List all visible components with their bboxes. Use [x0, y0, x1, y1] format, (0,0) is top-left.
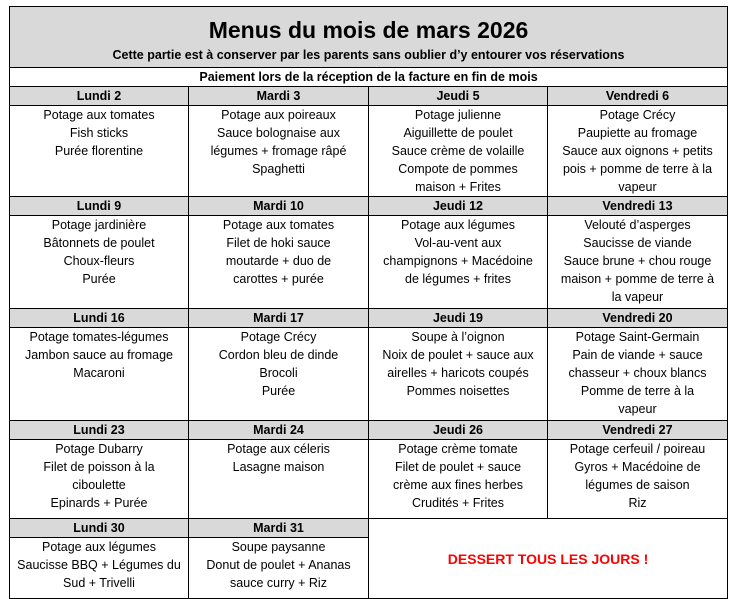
day-menu [10, 440, 189, 519]
menu-item: Potage cerfeuil / poireau [569, 442, 706, 456]
day-header: Mardi 17 [189, 309, 369, 328]
menu-item: Riz [628, 496, 647, 510]
menu-item: sauce curry + Riz [230, 576, 327, 590]
menu-item: Potage tomates-légumes [29, 330, 169, 344]
menu-item: Saucisse de viande [583, 236, 692, 250]
menu-item: ciboulette [72, 478, 126, 492]
menu-item: Filet de poisson à la [43, 460, 155, 474]
menu-item: Fish sticks [69, 126, 129, 140]
menu-item: Potage aux légumes [42, 540, 156, 554]
day-menu [10, 538, 189, 599]
day-menu [548, 106, 728, 197]
day-header: Lundi 30 [10, 519, 189, 538]
menu-item: Pain de viande + sauce [572, 348, 703, 362]
day-header: Vendredi 27 [548, 421, 728, 440]
day-menu [189, 328, 369, 421]
menu-item: Potage Dubarry [55, 442, 143, 456]
menu-item: Vol-au-vent aux [414, 236, 502, 250]
menu-item: Potage Saint-Germain [575, 330, 700, 344]
menu-item: Bâtonnets de poulet [43, 236, 155, 250]
day-menu [369, 328, 548, 421]
menu-item: Sud + Trivelli [63, 576, 135, 590]
menu-item: Sauce aux oignons + petits [562, 144, 713, 158]
menu-item: Velouté d’asperges [584, 218, 691, 232]
menu-item: Potage aux poireaux [221, 108, 336, 122]
day-header: Mardi 3 [189, 87, 369, 106]
menu-item: Noix de poulet + sauce aux [382, 348, 534, 362]
menu-item: Macaroni [73, 366, 125, 380]
menu-item: Purée [82, 272, 116, 286]
menu-item: Purée [261, 384, 296, 398]
menu-item: moutarde + duo de [225, 254, 332, 268]
menu-item: chasseur + choux blancs [568, 366, 707, 380]
day-menu [189, 538, 369, 599]
day-header: Jeudi 12 [369, 197, 548, 216]
menu-item: vapeur [618, 180, 657, 194]
menu-item: Sauce brune + chou rouge [563, 254, 712, 268]
day-menu [369, 440, 548, 519]
day-menu [10, 216, 189, 309]
week-menu-row [10, 106, 728, 197]
day-menu [189, 106, 369, 197]
menu-item: Gyros + Macédoine de [574, 460, 701, 474]
day-menu [548, 216, 728, 309]
week-menu-row [10, 328, 728, 421]
day-header: Vendredi 13 [548, 197, 728, 216]
title-cell [10, 7, 728, 68]
menu-document [9, 6, 727, 599]
day-menu [189, 216, 369, 309]
menu-item: Pommes noisettes [406, 384, 510, 398]
menu-item: Aiguillette de poulet [403, 126, 513, 140]
menu-item: légumes + fromage râpé [210, 144, 347, 158]
week-header-row [10, 421, 728, 440]
menu-item: Potage aux tomates [43, 108, 155, 122]
week-header-row [10, 519, 728, 538]
day-menu [548, 440, 728, 519]
menu-item: carottes + purée [233, 272, 324, 286]
menu-item: Saucisse BBQ + Légumes du [17, 558, 181, 572]
day-header: Mardi 10 [189, 197, 369, 216]
menu-item: Compote de pommes [398, 162, 518, 176]
menu-item: Brocoli [259, 366, 298, 380]
menu-item: Cordon bleu de dinde [218, 348, 339, 362]
page-title: Menus du mois de mars 2026 [208, 17, 529, 43]
menu-item: Potage crème tomate [398, 442, 518, 456]
menu-item: Epinards + Purée [50, 496, 148, 510]
menu-item: crème aux fines herbes [393, 478, 523, 492]
day-header: Lundi 2 [10, 87, 189, 106]
menu-item: Soupe paysanne [231, 540, 326, 554]
day-header: Lundi 16 [10, 309, 189, 328]
menu-item: Purée florentine [54, 144, 144, 158]
week-header-row [10, 87, 728, 106]
menu-item: Potage jardinière [51, 218, 147, 232]
menu-item: Pomme de terre à la [580, 384, 695, 398]
menu-item: Filet de hoki sauce [226, 236, 331, 250]
day-menu [548, 328, 728, 421]
day-header: Lundi 9 [10, 197, 189, 216]
menu-item: vapeur [618, 402, 657, 416]
week-menu-row [10, 440, 728, 519]
day-header: Jeudi 26 [369, 421, 548, 440]
menu-item: Paupiette au fromage [577, 126, 698, 140]
menu-item: maison + Frites [415, 180, 501, 194]
menu-item: Lasagne maison [232, 460, 325, 474]
menu-item: Crudités + Frites [411, 496, 505, 510]
menu-item: Filet de poulet + sauce [394, 460, 522, 474]
day-header: Vendredi 6 [548, 87, 728, 106]
day-menu [369, 216, 548, 309]
day-header: Vendredi 20 [548, 309, 728, 328]
day-menu [369, 106, 548, 197]
menu-item: Choux-fleurs [63, 254, 135, 268]
menu-item: légumes de saison [585, 478, 690, 492]
day-header: Lundi 23 [10, 421, 189, 440]
day-menu [10, 106, 189, 197]
payment-note: Paiement lors de la réception de la facture en fin de mois [10, 68, 728, 87]
menu-item: de légumes + frites [405, 272, 511, 286]
menu-item: Soupe à l’oignon [411, 330, 505, 344]
menu-item: la vapeur [611, 290, 664, 304]
day-header: Mardi 24 [189, 421, 369, 440]
week-header-row [10, 309, 728, 328]
menu-item: Jambon sauce au fromage [24, 348, 173, 362]
menu-item: Potage aux tomates [222, 218, 335, 232]
menu-item: Potage Crécy [599, 108, 676, 122]
menu-table [9, 6, 728, 599]
menu-item: champignons + Macédoine [383, 254, 533, 268]
day-header: Jeudi 19 [369, 309, 548, 328]
menu-item: Sauce bolognaise aux [216, 126, 340, 140]
menu-item: Potage julienne [414, 108, 502, 122]
day-header: Mardi 31 [189, 519, 369, 538]
menu-item: airelles + haricots coupés [387, 366, 529, 380]
dessert-note: DESSERT TOUS LES JOURS ! [369, 519, 728, 599]
day-header: Jeudi 5 [369, 87, 548, 106]
menu-item: Spaghetti [252, 162, 305, 176]
menu-item: pois + pomme de terre à la [562, 162, 713, 176]
menu-item: Potage aux céleris [227, 442, 330, 456]
day-menu [10, 328, 189, 421]
menu-item: Sauce crème de volaille [391, 144, 525, 158]
week-header-row [10, 197, 728, 216]
day-menu [189, 440, 369, 519]
menu-item: maison + pomme de terre à [560, 272, 715, 286]
week-menu-row [10, 216, 728, 309]
menu-item: Donut de poulet + Ananas [206, 558, 351, 572]
page-subtitle: Cette partie est à conserver par les parents sans oublier d’y entourer vos réservations [112, 48, 625, 62]
menu-item: Potage Crécy [240, 330, 317, 344]
menu-item: Potage aux légumes [401, 218, 515, 232]
